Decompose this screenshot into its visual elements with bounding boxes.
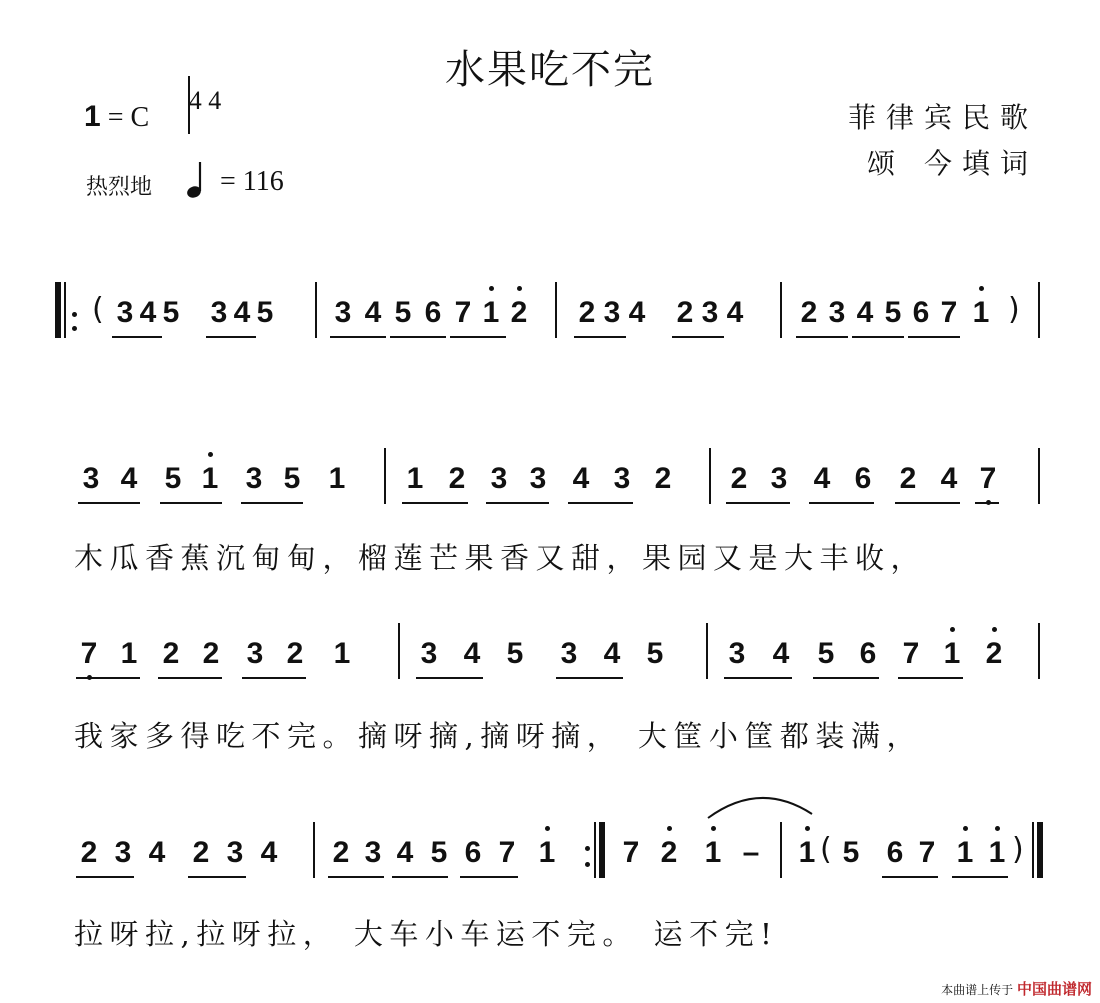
repeat-dot bbox=[585, 862, 590, 867]
beam-underline bbox=[328, 876, 384, 878]
beam-underline bbox=[402, 502, 468, 504]
key-signature bbox=[84, 100, 149, 134]
note: 1 bbox=[796, 836, 818, 870]
note: 6 bbox=[424, 296, 442, 329]
quarter-note-icon bbox=[186, 160, 208, 200]
note: 4 bbox=[572, 462, 590, 495]
note: 1 bbox=[702, 836, 724, 870]
note: 5 bbox=[164, 462, 182, 495]
note: 2 bbox=[654, 462, 672, 495]
parenthesis: ) bbox=[1008, 292, 1020, 327]
beam-underline bbox=[160, 502, 222, 504]
parenthesis: ( bbox=[820, 832, 832, 867]
note: 5 bbox=[646, 637, 664, 670]
beam-underline bbox=[852, 336, 904, 338]
score-row-2 bbox=[0, 462, 1100, 522]
note: 6 bbox=[859, 637, 877, 670]
note: 6 bbox=[854, 462, 872, 495]
note: 1 bbox=[970, 296, 992, 330]
note: 5 bbox=[817, 637, 835, 670]
note: 2 bbox=[578, 296, 596, 329]
beam-underline bbox=[78, 502, 140, 504]
beam-underline bbox=[796, 336, 848, 338]
barline bbox=[706, 623, 708, 679]
note: 7 bbox=[977, 462, 999, 496]
note: 3 bbox=[210, 296, 228, 329]
note: 2 bbox=[899, 462, 917, 495]
beam-underline bbox=[486, 502, 549, 504]
score-row-3 bbox=[0, 637, 1100, 697]
note: 3 bbox=[728, 637, 746, 670]
parenthesis: ( bbox=[92, 292, 104, 327]
tempo-value: = 116 bbox=[220, 166, 284, 197]
lyric-line-3: 拉呀拉,拉呀拉， 大车小车运不完。 运不完! bbox=[74, 917, 779, 951]
barline bbox=[709, 448, 711, 504]
time-signature bbox=[188, 88, 222, 114]
note: 5 bbox=[283, 462, 301, 495]
note: 3 bbox=[603, 296, 621, 329]
note: 1 bbox=[941, 637, 963, 671]
barline bbox=[1038, 282, 1040, 338]
note: 1 bbox=[954, 836, 976, 870]
score-row-1 bbox=[0, 292, 1100, 356]
note: 7 bbox=[918, 836, 936, 869]
note: 3 bbox=[82, 462, 100, 495]
note: 7 bbox=[940, 296, 958, 329]
note: 7 bbox=[498, 836, 516, 869]
note: 3 bbox=[245, 462, 263, 495]
beam-underline bbox=[898, 677, 963, 679]
beam-underline bbox=[76, 876, 134, 878]
note: 4 bbox=[139, 296, 157, 329]
repeat-dot bbox=[72, 312, 77, 317]
note: 4 bbox=[813, 462, 831, 495]
tempo-marking: 热烈地 bbox=[86, 175, 153, 200]
score-row-4 bbox=[0, 832, 1100, 896]
note: 3 bbox=[529, 462, 547, 495]
barline bbox=[315, 282, 317, 338]
note: 4 bbox=[260, 836, 278, 869]
note: 3 bbox=[246, 637, 264, 670]
barline bbox=[64, 282, 66, 338]
beam-underline bbox=[574, 336, 626, 338]
note: 5 bbox=[842, 836, 860, 869]
note: 5 bbox=[256, 296, 274, 329]
repeat-dot bbox=[72, 326, 77, 331]
thick-barline bbox=[599, 822, 605, 878]
beam-underline bbox=[724, 677, 792, 679]
note: 6 bbox=[912, 296, 930, 329]
note: 3 bbox=[701, 296, 719, 329]
note: 2 bbox=[676, 296, 694, 329]
barline bbox=[1038, 448, 1040, 504]
note: 3 bbox=[613, 462, 631, 495]
footer-text: 本曲谱上传于 bbox=[941, 983, 1014, 997]
beam-underline bbox=[556, 677, 623, 679]
note: 2 bbox=[448, 462, 466, 495]
note: 2 bbox=[800, 296, 818, 329]
beam-underline bbox=[112, 336, 162, 338]
beam-underline bbox=[460, 876, 518, 878]
note: 1 bbox=[986, 836, 1008, 870]
time-signature-bottom: 4 bbox=[208, 86, 222, 115]
beam-underline bbox=[809, 502, 874, 504]
note: 2 bbox=[983, 637, 1005, 671]
note: 7 bbox=[78, 637, 100, 671]
note: 2 bbox=[162, 637, 180, 670]
time-signature-top: 4 bbox=[188, 86, 202, 115]
note: 1 bbox=[333, 637, 351, 670]
note: 2 bbox=[286, 637, 304, 670]
beam-underline bbox=[672, 336, 724, 338]
note: 4 bbox=[856, 296, 874, 329]
lyric-line-1: 木瓜香蕉沉甸甸，榴莲芒果香又甜，果园又是大丰收， bbox=[74, 541, 927, 575]
note: 5 bbox=[394, 296, 412, 329]
note: 7 bbox=[622, 836, 640, 869]
beam-underline bbox=[390, 336, 446, 338]
key-degree: 1 bbox=[84, 100, 101, 133]
time-signature-divider bbox=[188, 76, 190, 134]
note: 6 bbox=[886, 836, 904, 869]
note: 4 bbox=[148, 836, 166, 869]
beam-underline bbox=[952, 876, 1008, 878]
note: 1 bbox=[199, 462, 221, 496]
note: 4 bbox=[628, 296, 646, 329]
note: 3 bbox=[226, 836, 244, 869]
note: 1 bbox=[120, 637, 138, 670]
note: 5 bbox=[162, 296, 180, 329]
barline bbox=[594, 822, 596, 878]
note: 7 bbox=[902, 637, 920, 670]
note: 3 bbox=[490, 462, 508, 495]
note: 3 bbox=[770, 462, 788, 495]
note: 4 bbox=[396, 836, 414, 869]
beam-underline bbox=[206, 336, 256, 338]
note: 1 bbox=[406, 462, 424, 495]
note: 3 bbox=[828, 296, 846, 329]
note: 7 bbox=[454, 296, 472, 329]
note: 4 bbox=[940, 462, 958, 495]
barline bbox=[780, 822, 782, 878]
note: 5 bbox=[506, 637, 524, 670]
barline bbox=[1032, 822, 1034, 878]
note: 2 bbox=[202, 637, 220, 670]
beam-underline bbox=[478, 336, 502, 338]
beam-underline bbox=[330, 336, 386, 338]
barline bbox=[313, 822, 315, 878]
note: 2 bbox=[658, 836, 680, 870]
note: 1 bbox=[328, 462, 346, 495]
note: 6 bbox=[464, 836, 482, 869]
note: 2 bbox=[730, 462, 748, 495]
note: 2 bbox=[80, 836, 98, 869]
note: 4 bbox=[233, 296, 251, 329]
beam-underline bbox=[242, 677, 306, 679]
beam-underline bbox=[158, 677, 222, 679]
barline bbox=[384, 448, 386, 504]
note: 5 bbox=[884, 296, 902, 329]
beam-underline bbox=[975, 502, 999, 504]
barline bbox=[1038, 623, 1040, 679]
song-title: 水果吃不完 bbox=[445, 47, 655, 93]
note: 4 bbox=[726, 296, 744, 329]
note: 1 bbox=[480, 296, 502, 330]
parenthesis: ) bbox=[1012, 832, 1024, 867]
note: 2 bbox=[332, 836, 350, 869]
beam-underline bbox=[568, 502, 633, 504]
note: 4 bbox=[772, 637, 790, 670]
beam-underline bbox=[188, 876, 246, 878]
barline bbox=[780, 282, 782, 338]
composer-credit: 菲律宾民歌 bbox=[847, 101, 1038, 134]
beam-underline bbox=[882, 876, 938, 878]
beam-underline bbox=[241, 502, 303, 504]
note: 2 bbox=[192, 836, 210, 869]
beam-underline bbox=[392, 876, 448, 878]
beam-underline bbox=[895, 502, 960, 504]
tie-arc bbox=[704, 792, 824, 822]
beam-underline bbox=[813, 677, 879, 679]
note: 4 bbox=[364, 296, 382, 329]
beam-underline bbox=[76, 677, 140, 679]
note: 5 bbox=[430, 836, 448, 869]
source-footer bbox=[941, 978, 1092, 999]
note: 4 bbox=[120, 462, 138, 495]
beam-underline bbox=[908, 336, 960, 338]
note: 4 bbox=[603, 637, 621, 670]
thick-barline bbox=[1037, 822, 1043, 878]
note: 3 bbox=[420, 637, 438, 670]
beam-underline bbox=[726, 502, 790, 504]
note: 4 bbox=[463, 637, 481, 670]
note: 1 bbox=[536, 836, 558, 870]
note: 3 bbox=[364, 836, 382, 869]
lyric-line-2: 我家多得吃不完。摘呀摘,摘呀摘， 大筐小筐都装满， bbox=[74, 719, 922, 753]
footer-brand: 中国曲谱网 bbox=[1016, 980, 1092, 998]
barline bbox=[555, 282, 557, 338]
note: 3 bbox=[114, 836, 132, 869]
sustain-dash: – bbox=[742, 836, 760, 869]
thick-barline bbox=[55, 282, 61, 338]
beam-underline bbox=[416, 677, 483, 679]
repeat-dot bbox=[585, 846, 590, 851]
note: 3 bbox=[560, 637, 578, 670]
barline bbox=[398, 623, 400, 679]
lyricist-credit: 颂 今填词 bbox=[867, 147, 1038, 180]
note: 3 bbox=[116, 296, 134, 329]
note: 3 bbox=[334, 296, 352, 329]
note: 2 bbox=[508, 296, 530, 330]
key-name: = C bbox=[100, 102, 150, 133]
